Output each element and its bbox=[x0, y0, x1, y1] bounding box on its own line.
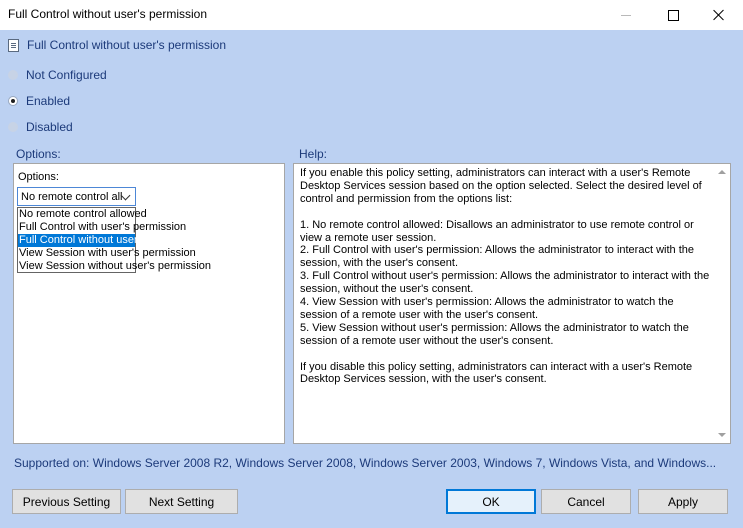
help-paragraph: 1. No remote control allowed: Disallows an administrator to use remote control or view a remote user session. bbox=[300, 218, 694, 244]
options-field-label: Options: bbox=[18, 171, 59, 183]
radio-not-configured[interactable] bbox=[8, 68, 107, 82]
maximize-icon bbox=[668, 10, 679, 21]
close-icon bbox=[713, 9, 725, 21]
help-paragraph: 4. View Session with user's permission: Allows the administrator to watch the session of a remote user with the user's consent. bbox=[300, 296, 674, 321]
dropdown-item-selected[interactable]: Full Control without user's permission bbox=[19, 234, 202, 246]
radio-button-checked[interactable] bbox=[8, 96, 18, 106]
maximize-button[interactable] bbox=[650, 0, 696, 30]
ok-button[interactable]: OK bbox=[446, 489, 536, 514]
scroll-down-icon[interactable] bbox=[718, 433, 726, 437]
supported-label: Supported on: bbox=[14, 456, 90, 470]
previous-setting-button[interactable]: Previous Setting bbox=[12, 489, 121, 514]
dropdown-item[interactable]: View Session without user's permission bbox=[19, 260, 212, 272]
scroll-up-icon[interactable] bbox=[718, 170, 726, 174]
options-combobox[interactable] bbox=[17, 187, 136, 206]
radio-enabled[interactable] bbox=[8, 94, 70, 108]
help-paragraph: If you enable this policy setting, administrators can interact with a user's Remote Desktop Services session based on the option selected. Select the desired level of control and permission from the options list: bbox=[300, 167, 702, 205]
apply-button[interactable]: Apply bbox=[638, 489, 728, 514]
radio-disabled[interactable] bbox=[8, 120, 73, 134]
options-panel bbox=[13, 163, 285, 444]
options-dropdown-list bbox=[17, 207, 212, 273]
radio-label: Disabled bbox=[26, 120, 73, 134]
policy-document-icon bbox=[8, 39, 19, 52]
cancel-button[interactable]: Cancel bbox=[541, 489, 631, 514]
policy-header bbox=[8, 38, 226, 52]
combobox-value: No remote control all bbox=[21, 190, 123, 203]
dropdown-item[interactable]: No remote control allowed bbox=[19, 208, 147, 220]
help-text bbox=[300, 167, 712, 386]
dropdown-item[interactable]: Full Control with user's permission bbox=[19, 221, 187, 233]
help-spacer bbox=[300, 206, 712, 219]
help-paragraph: 3. Full Control without user's permission: Allows the administrator to interact with the session, without the user's consent. bbox=[300, 270, 710, 296]
dialog-body bbox=[0, 30, 743, 528]
policy-name: Full Control without user's permission bbox=[27, 38, 227, 52]
help-scrollbar[interactable] bbox=[714, 164, 730, 443]
supported-value: Windows Server 2008 R2, Windows Server 2008, Windows Server 2003, Windows 7, Windows Vista, and Windows... bbox=[92, 456, 717, 470]
radio-button[interactable] bbox=[8, 122, 18, 132]
minimize-button[interactable] bbox=[603, 0, 649, 30]
dropdown-item[interactable]: View Session with user's permission bbox=[19, 247, 196, 259]
next-setting-button[interactable]: Next Setting bbox=[125, 489, 238, 514]
radio-label: Enabled bbox=[26, 94, 71, 108]
minimize-icon bbox=[621, 15, 631, 16]
window-title: Full Control without user's permission bbox=[8, 7, 208, 21]
supported-on bbox=[14, 456, 716, 470]
radio-label: Not Configured bbox=[26, 68, 107, 82]
help-panel bbox=[293, 163, 731, 444]
help-paragraph: 5. View Session without user's permission: Allows the administrator to watch the session of a remote user without the user's consent. bbox=[300, 321, 689, 347]
help-spacer bbox=[300, 348, 712, 361]
close-button[interactable] bbox=[696, 0, 742, 30]
radio-button[interactable] bbox=[8, 70, 18, 80]
help-paragraph: 2. Full Control with user's permission: Allows the administrator to interact with the session, with the user's consent. bbox=[300, 244, 694, 270]
title-bar bbox=[0, 0, 743, 30]
help-paragraph: If you disable this policy setting, administrators can interact with a user's Remote Desktop Services session, with the user's consent. bbox=[300, 360, 693, 386]
help-section-label: Help: bbox=[299, 147, 328, 161]
options-section-label: Options: bbox=[16, 147, 61, 161]
